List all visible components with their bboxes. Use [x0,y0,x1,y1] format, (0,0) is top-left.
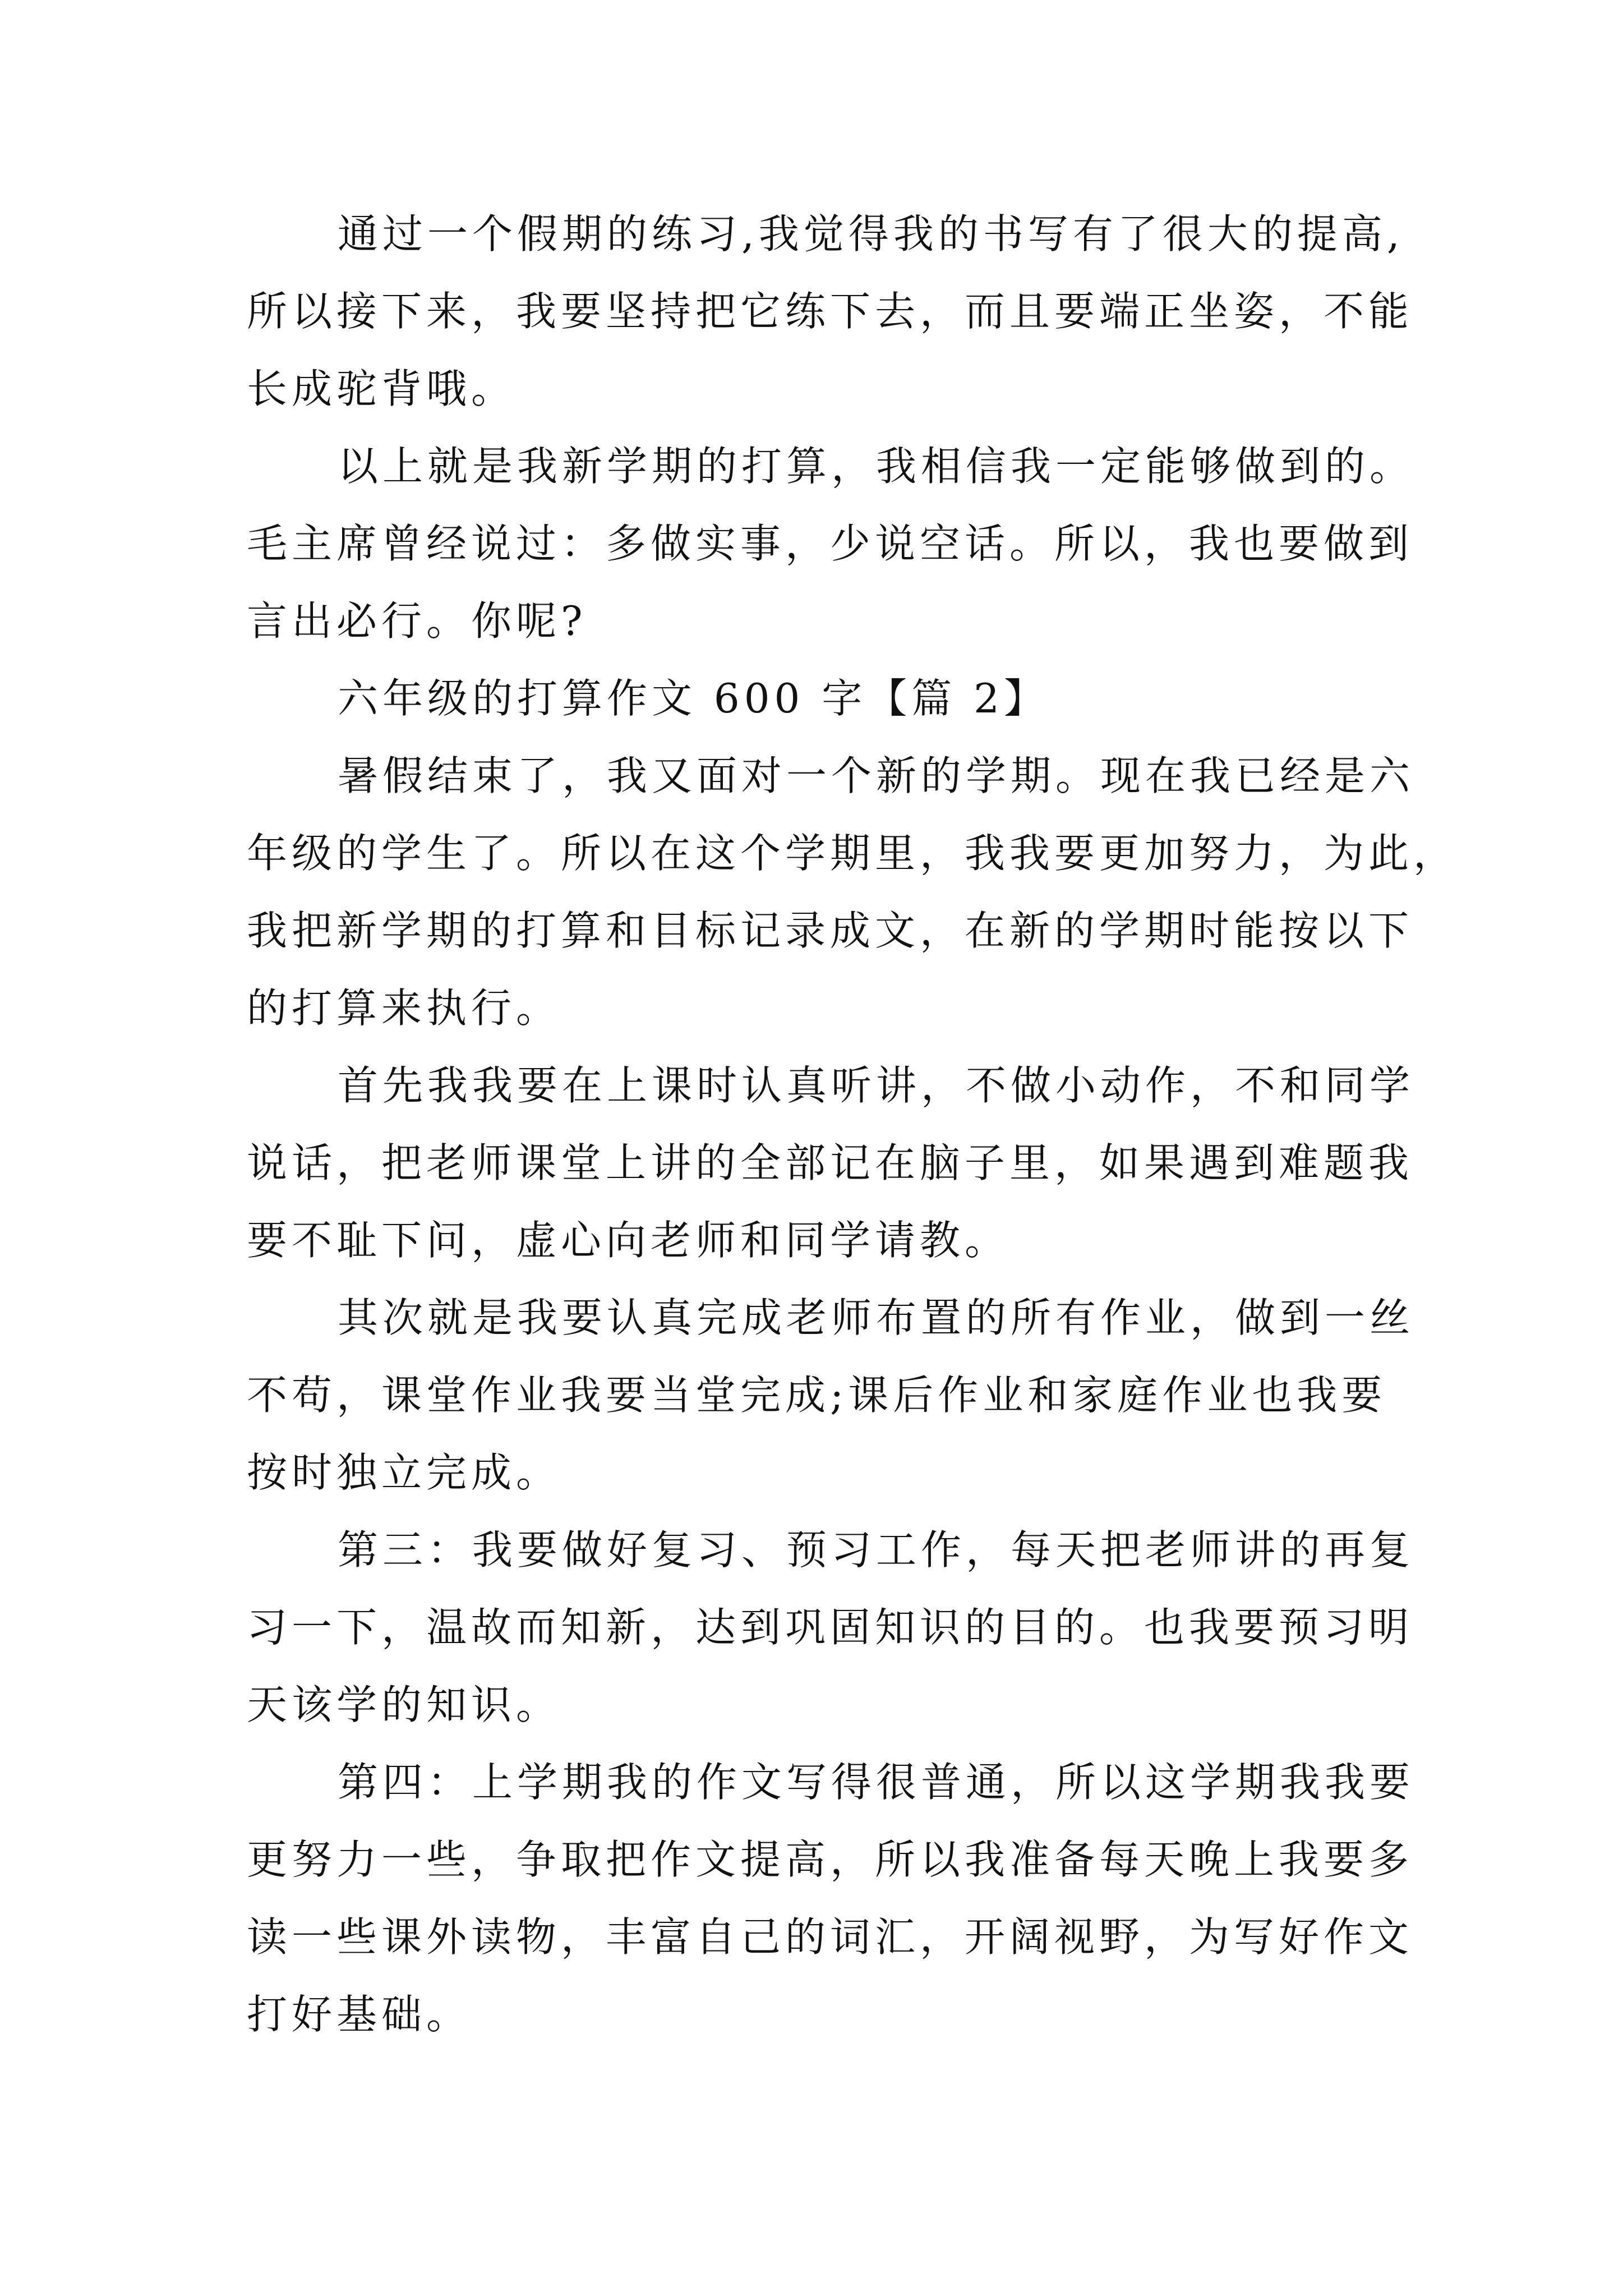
paragraph-4-line-3: 要不耻下问，虚心向老师和同学请教。 [247,1217,1010,1264]
paragraph-7-line-3: 读一些课外读物，丰富自己的词汇，开阔视野，为写好作文 [247,1913,1414,1961]
paragraph-5-line-3: 按时独立完成。 [247,1449,561,1496]
paragraph-5-line-1: 其次就是我要认真完成老师布置的所有作业，做到一丝 [338,1294,1415,1341]
section-heading: 六年级的打算作文 600 字【篇 2】 [338,675,1049,722]
paragraph-5-line-2: 不苟，课堂作业我要当堂完成;课后作业和家庭作业也我要 [247,1372,1387,1419]
paragraph-2-line-1: 以上就是我新学期的打算，我相信我一定能够做到的。 [338,443,1415,490]
paragraph-3-line-2: 年级的学生了。所以在这个学期里，我我要更加努力，为此， [247,830,1459,877]
paragraph-7-line-4: 打好基础。 [247,1991,472,2038]
paragraph-4-line-1: 首先我我要在上课时认真听讲，不做小动作，不和同学 [338,1062,1415,1109]
document-body [247,195,1459,2053]
paragraph-7-line-1: 第四：上学期我的作文写得很普通，所以这学期我我要 [338,1759,1415,1806]
paragraph-2-line-2: 毛主席曾经说过：多做实事，少说空话。所以，我也要做到 [247,520,1414,567]
paragraph-3-line-4: 的打算来执行。 [247,984,561,1032]
paragraph-6-line-3: 天该学的知识。 [247,1681,561,1728]
paragraph-1-line-2: 所以接下来，我要坚持把它练下去，而且要端正坐姿，不能 [247,288,1414,335]
paragraph-7-line-2: 更努力一些，争取把作文提高，所以我准备每天晚上我要多 [247,1836,1414,1883]
paragraph-6-line-2: 习一下，温故而知新，达到巩固知识的目的。也我要预习明 [247,1604,1414,1651]
paragraph-2-line-3: 言出必行。你呢? [247,597,587,645]
paragraph-1-line-3: 长成驼背哦。 [247,365,517,412]
paragraph-3-line-3: 我把新学期的打算和目标记录成文，在新的学期时能按以下 [247,907,1414,954]
paragraph-3-line-1: 暑假结束了，我又面对一个新的学期。现在我已经是六 [338,752,1415,799]
paragraph-1-line-1: 通过一个假期的练习,我觉得我的书写有了很大的提高, [338,210,1404,257]
paragraph-4-line-2: 说话，把老师课堂上讲的全部记在脑子里，如果遇到难题我 [247,1139,1414,1186]
paragraph-6-line-1: 第三：我要做好复习、预习工作，每天把老师讲的再复 [338,1526,1415,1573]
